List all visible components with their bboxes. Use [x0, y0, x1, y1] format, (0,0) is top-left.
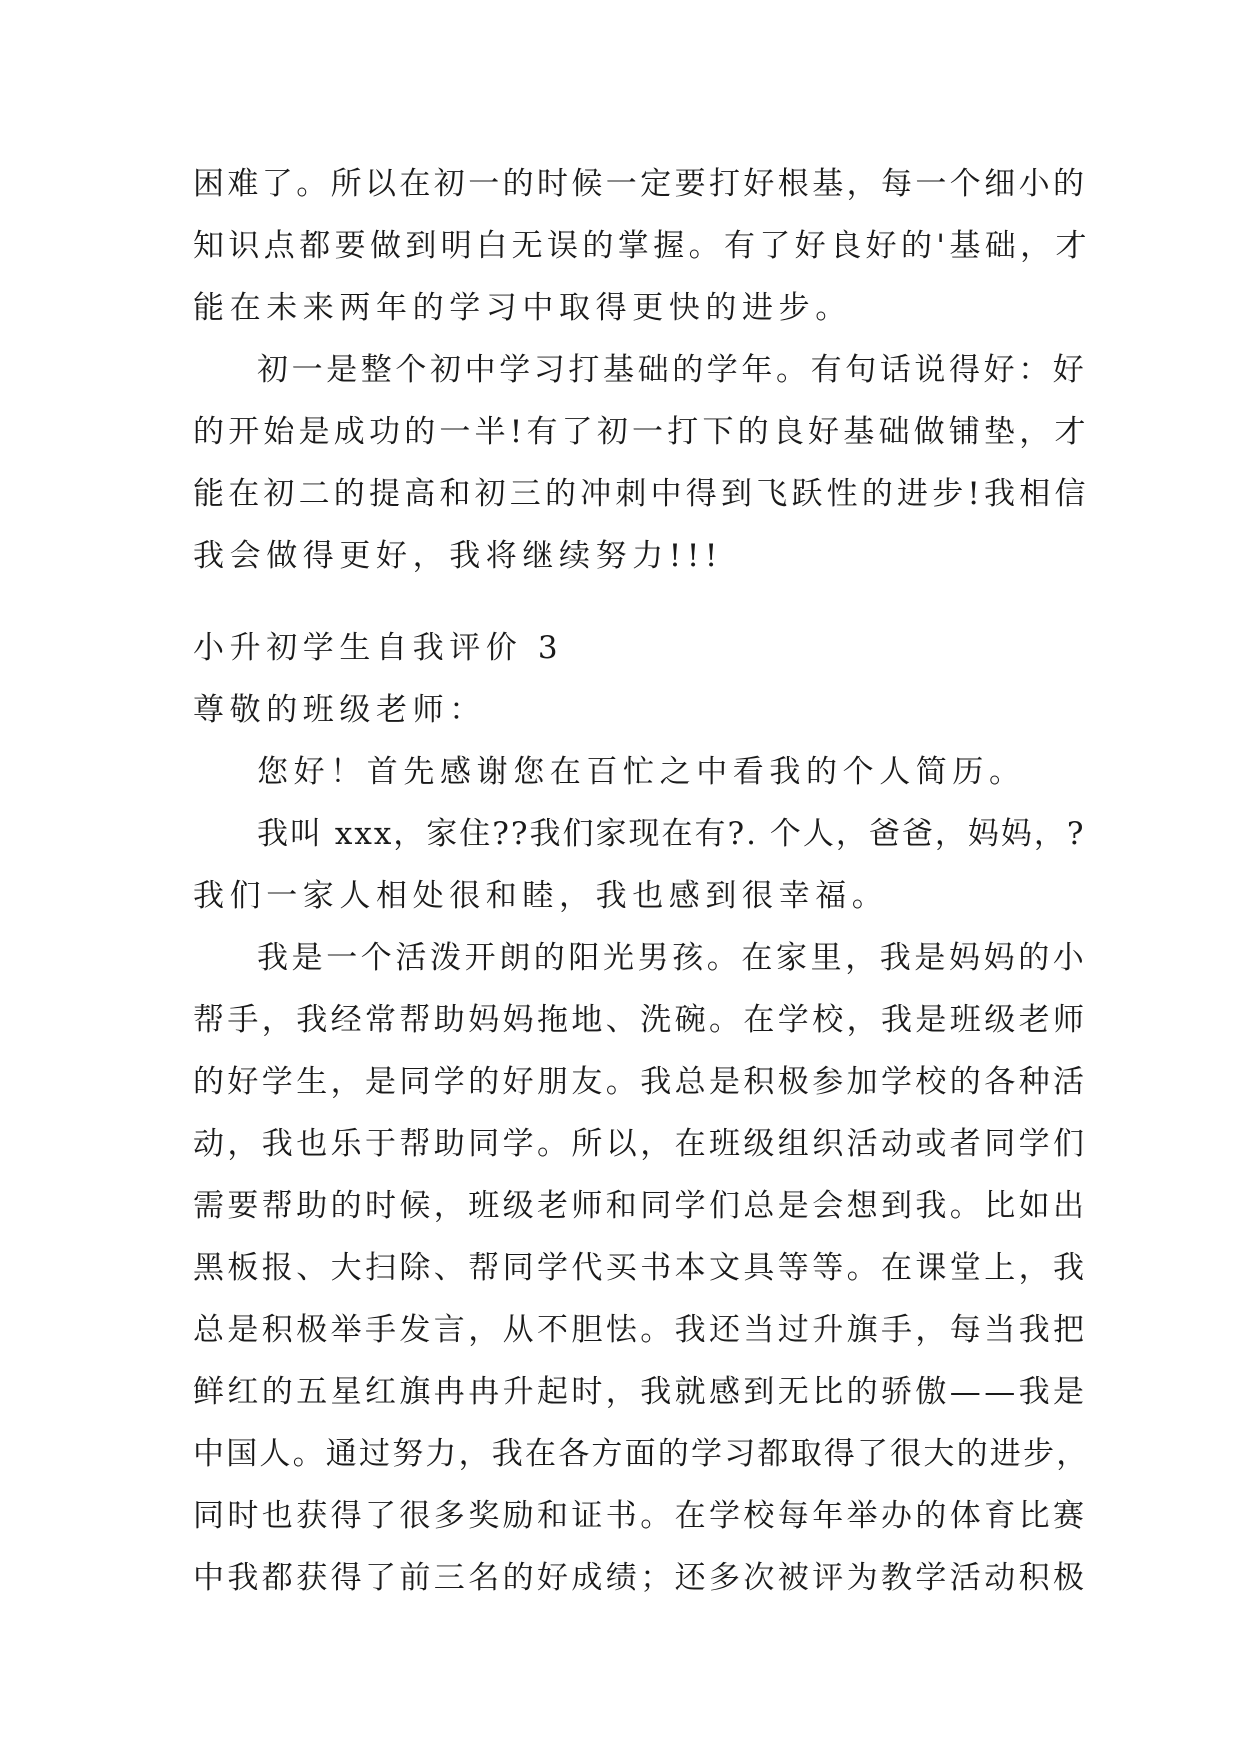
- paragraph-line: 的好学生，是同学的好朋友。我总是积极参加学校的各种活: [193, 1064, 1088, 1100]
- paragraph-line: 我是一个活泼开朗的阳光男孩。在家里，我是妈妈的小: [257, 940, 1088, 976]
- paragraph-line: 鲜红的五星红旗冉冉升起时，我就感到无比的骄傲——我是: [193, 1374, 1088, 1410]
- paragraph-line: 帮手，我经常帮助妈妈拖地、洗碗。在学校，我是班级老师: [193, 1002, 1088, 1038]
- paragraph-line: 黑板报、大扫除、帮同学代买书本文具等等。在课堂上，我: [193, 1250, 1088, 1286]
- paragraph-line: 初一是整个初中学习打基础的学年。有句话说得好：好: [257, 352, 1088, 388]
- paragraph-line: 您好！首先感谢您在百忙之中看我的个人简历。: [257, 754, 1026, 790]
- paragraph-line: 动，我也乐于帮助同学。所以，在班级组织活动或者同学们: [193, 1126, 1088, 1162]
- paragraph-line: 总是积极举手发言，从不胆怯。我还当过升旗手，每当我把: [193, 1312, 1088, 1348]
- paragraph-line: 知识点都要做到明白无误的掌握。有了好良好的'基础，才: [193, 228, 1091, 264]
- paragraph-line: 的开始是成功的一半!有了初一打下的良好基础做铺垫，才: [193, 414, 1090, 450]
- paragraph-line: 我会做得更好，我将继续努力!!!: [193, 538, 723, 574]
- paragraph-line: 我叫 xxx，家住??我们家现在有?. 个人，爸爸，妈妈，?: [257, 816, 1086, 852]
- paragraph-line: 我们一家人相处很和睦，我也感到很幸福。: [193, 878, 889, 914]
- paragraph-line: 需要帮助的时候，班级老师和同学们总是会想到我。比如出: [193, 1188, 1088, 1224]
- section-title: 小升初学生自我评价 3: [193, 630, 564, 666]
- paragraph-line: 能在初二的提高和初三的冲刺中得到飞跃性的进步!我相信: [193, 476, 1090, 512]
- paragraph-line: 困难了。所以在初一的时候一定要打好根基，每一个细小的: [193, 166, 1088, 202]
- salutation: 尊敬的班级老师：: [193, 692, 486, 728]
- paragraph-line: 能在未来两年的学习中取得更快的进步。: [193, 290, 852, 326]
- paragraph-line: 中国人。通过努力，我在各方面的学习都取得了很大的进步，: [193, 1436, 1090, 1472]
- paragraph-line: 同时也获得了很多奖励和证书。在学校每年举办的体育比赛: [193, 1498, 1088, 1534]
- paragraph-line: 中我都获得了前三名的好成绩；还多次被评为教学活动积极: [193, 1560, 1088, 1596]
